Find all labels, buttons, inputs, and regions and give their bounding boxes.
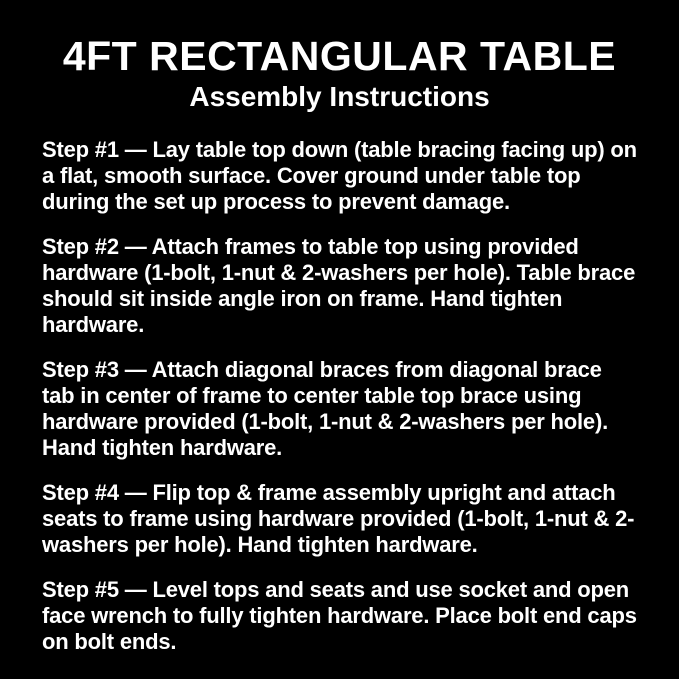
steps-list	[0, 113, 679, 655]
step-5-paragraph: Step #5 — Level tops and seats and use socket and open face wrench to fully tighten hardware. Place bolt end caps on bolt ends.	[42, 577, 637, 655]
step-1-paragraph: Step #1 — Lay table top down (table bracing facing up) on a flat, smooth surface. Cover ground under table top during the set up process to prevent damage.	[42, 137, 637, 215]
step-3-paragraph: Step #3 — Attach diagonal braces from diagonal brace tab in center of frame to center table top brace using hardware provided (1-bolt, 1-nut & 2-washers per hole). Hand tighten hardware.	[42, 357, 608, 461]
header	[0, 0, 679, 113]
page-title: 4FT RECTANGULAR TABLE	[62, 33, 617, 79]
step-4-paragraph: Step #4 — Flip top & frame assembly upright and attach seats to frame using hardware provided (1-bolt, 1-nut & 2-washers per hole). Hand tighten hardware.	[42, 480, 635, 558]
step-2-paragraph: Step #2 — Attach frames to table top using provided hardware (1-bolt, 1-nut & 2-washers per hole). Table brace should sit inside angle iron on frame. Hand tighten hardware.	[42, 234, 636, 338]
page-subtitle: Assembly Instructions	[189, 81, 490, 113]
